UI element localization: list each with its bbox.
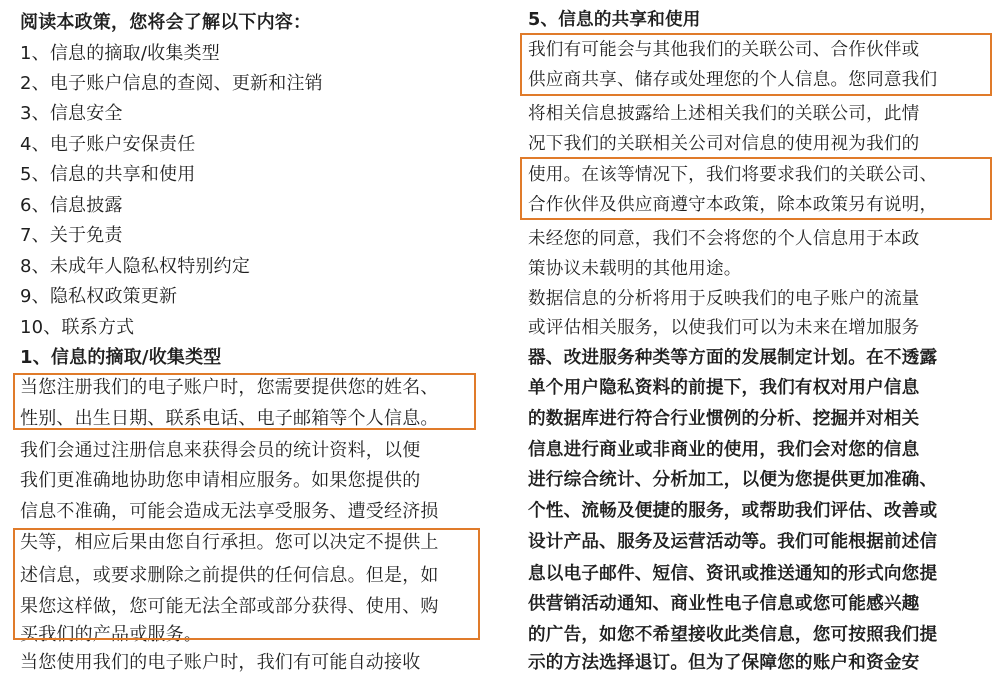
paragraph-line: 使用。在该等情况下，我们将要求我们的关联公司、 bbox=[528, 165, 938, 185]
toc-item: 2、电子账户信息的查阅、更新和注销 bbox=[20, 73, 323, 94]
paragraph-line: 的广告，如您不希望接收此类信息，您可按照我们提 bbox=[528, 625, 938, 645]
paragraph-line: 未经您的同意，我们不会将您的个人信息用于本政 bbox=[528, 229, 920, 249]
paragraph-line: 果您这样做，您可能无法全部或部分获得、使用、购 bbox=[20, 596, 439, 617]
paragraph-line: 设计产品、服务及运营活动等。我们可能根据前述信 bbox=[528, 532, 938, 552]
paragraph-line: 失等，相应后果由您自行承担。您可以决定不提供上 bbox=[20, 532, 439, 553]
toc-item: 9、隐私权政策更新 bbox=[20, 286, 178, 307]
paragraph-line: 我们更准确地协助您申请相应服务。如果您提供的 bbox=[20, 470, 421, 491]
paragraph-line: 将相关信息披露给上述相关我们的关联公司，此情 bbox=[528, 104, 920, 124]
toc-item: 1、信息的摘取/收集类型 bbox=[20, 43, 220, 64]
toc-item: 7、关于免责 bbox=[20, 225, 123, 246]
paragraph-line: 策协议未载明的其他用途。 bbox=[528, 259, 742, 279]
paragraph-line: 或评估相关服务，以使我们可以为未来在增加服务 bbox=[528, 318, 920, 338]
section-heading: 5、信息的共享和使用 bbox=[528, 10, 701, 30]
paragraph-line: 况下我们的关联相关公司对信息的使用视为我们的 bbox=[528, 134, 920, 154]
paragraph-line: 息以电子邮件、短信、资讯或推送通知的形式向您提 bbox=[528, 564, 938, 584]
toc-item: 5、信息的共享和使用 bbox=[20, 164, 196, 185]
toc-item: 8、未成年人隐私权特别约定 bbox=[20, 256, 251, 277]
paragraph-line: 单个用户隐私资料的前提下，我们有权对用户信息 bbox=[528, 378, 920, 398]
toc-item: 10、联系方式 bbox=[20, 317, 135, 338]
paragraph-line: 的数据库进行符合行业惯例的分析、挖掘并对相关 bbox=[528, 409, 920, 429]
paragraph-line: 买我们的产品或服务。 bbox=[20, 624, 202, 645]
toc-item: 6、信息披露 bbox=[20, 195, 123, 216]
paragraph-line: 我们有可能会与其他我们的关联公司、合作伙伴或 bbox=[528, 40, 920, 60]
section-heading: 1、信息的摘取/收集类型 bbox=[20, 347, 222, 368]
toc-item: 4、电子账户安保责任 bbox=[20, 134, 196, 155]
paragraph-line: 示的方法选择退订。但为了保障您的账户和资金安 bbox=[528, 653, 920, 673]
paragraph-line: 数据信息的分析将用于反映我们的电子账户的流量 bbox=[528, 289, 920, 309]
paragraph-line: 述信息，或要求删除之前提供的任何信息。但是，如 bbox=[20, 565, 439, 586]
paragraph-line: 当您注册我们的电子账户时，您需要提供您的姓名、 bbox=[20, 377, 439, 398]
paragraph-line: 进行综合统计、分析加工，以便为您提供更加准确、 bbox=[528, 470, 938, 490]
paragraph-line: 器、改进服务种类等方面的发展制定计划。在不透露 bbox=[528, 348, 938, 368]
paragraph-line: 性别、出生日期、联系电话、电子邮箱等个人信息。 bbox=[20, 408, 439, 429]
paragraph-line: 信息不准确，可能会造成无法享受服务、遭受经济损 bbox=[20, 501, 439, 522]
paragraph-line: 信息进行商业或非商业的使用，我们会对您的信息 bbox=[528, 440, 920, 460]
paragraph-line: 我们会通过注册信息来获得会员的统计资料，以便 bbox=[20, 440, 421, 461]
paragraph-line: 个性、流畅及便捷的服务，或帮助我们评估、改善或 bbox=[528, 501, 938, 521]
paragraph-line: 合作伙伴及供应商遵守本政策，除本政策另有说明， bbox=[528, 195, 938, 215]
intro-heading: 阅读本政策，您将会了解以下内容： bbox=[20, 12, 312, 33]
toc-item: 3、信息安全 bbox=[20, 103, 123, 124]
paragraph-line: 供营销活动通知、商业性电子信息或您可能感兴趣 bbox=[528, 594, 920, 614]
paragraph-line: 供应商共享、储存或处理您的个人信息。您同意我们 bbox=[528, 70, 938, 90]
paragraph-line: 当您使用我们的电子账户时，我们有可能自动接收 bbox=[20, 652, 421, 673]
